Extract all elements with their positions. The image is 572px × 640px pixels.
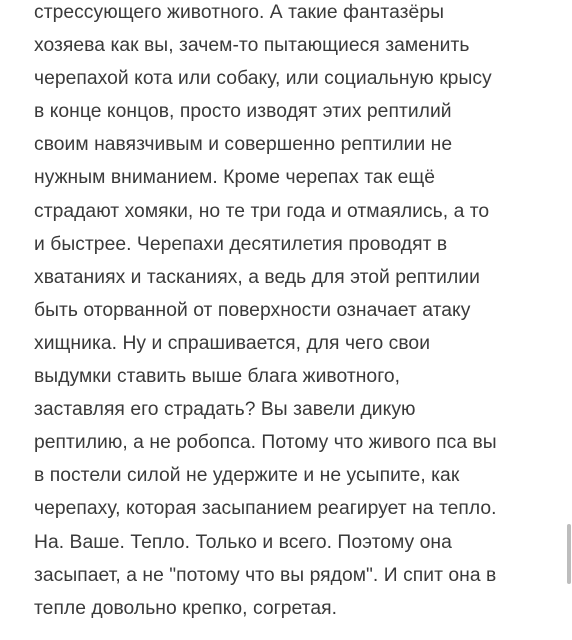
scrollbar-thumb[interactable] — [567, 524, 571, 584]
text-line: На. Ваше. Тепло. Только и всего. Поэтому она — [34, 531, 452, 553]
scrollbar[interactable] — [566, 0, 572, 640]
text-line: тепле довольно крепко, согретая. — [34, 597, 338, 619]
text-line: засыпает, а не "потому что вы рядом". И спит она в — [34, 564, 497, 586]
text-line: своим навязчивым и совершенно рептилии не — [34, 134, 453, 156]
text-line: черепахой кота или собаку, или социальную крысу — [34, 68, 492, 90]
text-line: в конце концов, просто изводят этих рептилий — [34, 101, 452, 123]
text-line: и быстрее. Черепахи десятилетия проводят в — [34, 233, 448, 255]
comment-body-text — [34, 0, 559, 625]
text-line: нужным вниманием. Кроме черепах так ещё — [34, 167, 436, 189]
text-line: выдумки ставить выше блага животного, — [34, 366, 401, 388]
text-line: стрессующего животного. А такие фантазёры — [34, 2, 444, 23]
text-line: черепаху, которая засыпанием реагирует на тепло. — [34, 498, 497, 520]
text-line: рептилию, а не робопса. Потому что живого пса вы — [34, 432, 497, 454]
text-line: хищника. Ну и спрашивается, для чего свои — [34, 332, 431, 354]
text-line: в постели силой не удержите и не усыпите, как — [34, 465, 460, 487]
text-line: хозяева как вы, зачем-то пытающиеся заменить — [34, 35, 470, 57]
text-line: страдают хомяки, но те три года и отмаялись, а то — [34, 200, 490, 222]
text-line: быть оторванной от поверхности означает атаку — [34, 299, 471, 321]
text-line: хватаниях и тасканиях, а ведь для этой рептилии — [34, 266, 480, 288]
text-line: заставляя его страдать? Вы завели дикую — [34, 399, 416, 421]
